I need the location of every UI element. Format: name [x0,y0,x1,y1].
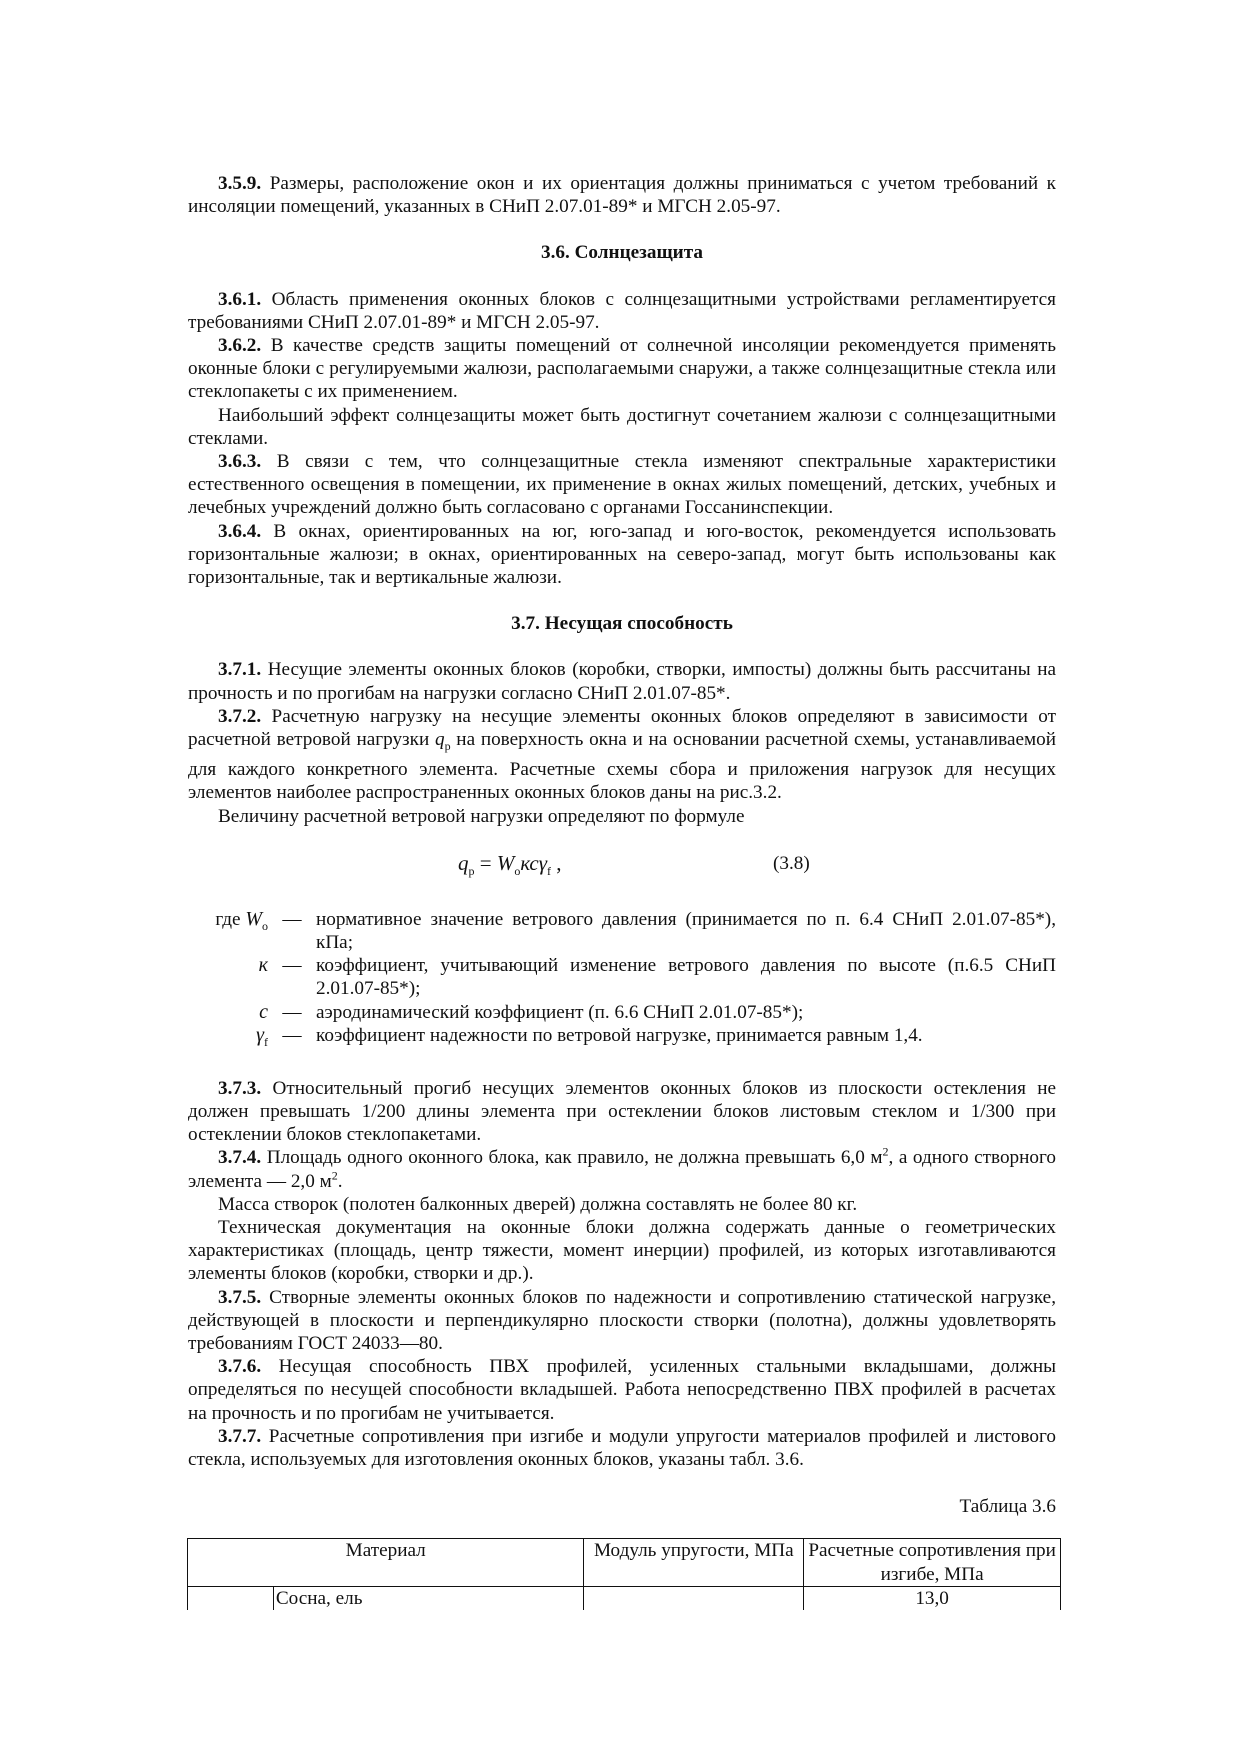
clause-text: Размеры, расположение окон и их ориентация должны приниматься с учетом требований к инсоляции помещений, указанных в СНиП 2.07.01-89* и МГСН 2.05-97. [188,173,1056,218]
definition-text: нормативное значение ветрового давления (принимается по п. 6.4 СНиП 2.01.07-85*), кПа; [316,908,1056,953]
header-material: Материал [188,1539,584,1586]
definition-dash: — [282,1024,302,1046]
header-modulus: Модуль упругости, МПа [584,1539,804,1586]
paragraph-3-7-2-formula-intro: Величину расчетной ветровой нагрузки определяют по формуле [218,805,745,827]
definition-symbol [188,954,268,977]
formula-tail: , [550,850,562,875]
symbol-w: W [245,907,262,930]
formula-lhs-subscript: р [468,863,475,878]
formula-3-8 [188,852,1056,888]
clause-number: 3.7.1. [218,659,262,681]
paragraph-3-7-5 [188,1286,1056,1356]
materials-table [187,1538,1061,1610]
paragraph-3-7-3 [188,1077,1056,1147]
formula-definitions [188,908,1056,1054]
definition-dash: — [282,1001,302,1023]
superscript: 2 [882,1144,889,1159]
header-resistance: Расчетные сопротивления при изгибе, МПа [804,1539,1061,1586]
definition-symbol [188,1024,268,1054]
symbol-gamma: γ [256,1023,264,1046]
clause-text: В окнах, ориентированных на юг, юго-запад и юго-восток, рекомендуется использовать горизонтальные жалюзи; в окнах, ориентированных на северо-запад, могут быть использованы как горизонтальные, так и вертикальные жалюзи. [188,520,1056,589]
variable-q: q [434,729,445,751]
table-header-row [188,1539,1061,1586]
clause-text: Несущая способность ПВХ профилей, усиленных стальными вкладышами, должны определяться по несущей способности вкладышей. Работа непосредственно ПВХ профилей в расчетах на прочность и по прогибам не учитывается. [188,1356,1056,1424]
paragraph-3-7-2 [188,705,1056,805]
clause-number: 3.7.2. [218,705,262,727]
section-heading-3-7: 3.7. Несущая способность [511,613,733,635]
clause-text: Область применения оконных блоков с солнцезащитными устройствами регламентируется требованиями СНиП 2.07.01-89* и МГСН 2.05-97. [188,288,1056,333]
clause-text-end: . [337,1170,343,1192]
symbol-gamma-subscript: f [264,1034,268,1049]
paragraph-3-7-4-documentation: Техническая документация на оконные блоки должна содержать данные о геометрических характеристиках (площадь, центр тяжести, момент инерции) профилей, из которых изготавливаются элементы блоков (коробки, створки и др.). [188,1216,1056,1285]
clause-number: 3.6.4. [218,520,262,542]
clause-text: Расчетную нагрузку на несущие элементы оконных блоков определяют в зависимости от расчетной ветровой нагрузки [188,705,1056,751]
paragraph-3-6-4 [188,520,1056,590]
clause-number: 3.7.3. [218,1077,262,1099]
paragraph-3-6-3 [188,450,1056,520]
formula-w-subscript: о [514,863,521,878]
formula-lhs: q [458,850,469,875]
cell-modulus [584,1586,804,1610]
symbol-w-subscript: о [262,918,268,933]
cell-resistance: 13,0 [804,1586,1061,1610]
section-heading-3-6: 3.6. Солнцезащита [541,242,703,264]
formula-expression [458,852,561,883]
definition-row [188,954,1056,1000]
definition-text: аэродинамический коэффициент (п. 6.6 СНиП 2.01.07-85*); [316,1001,804,1023]
paragraph-3-7-4-mass: Масса створок (полотен балконных дверей) должна составлять не более 80 кг. [218,1193,858,1215]
cell-material-name: Сосна, ель [273,1586,584,1610]
definition-symbol [188,1001,268,1024]
clause-text: Расчетные сопротивления при изгибе и модули упругости материалов профилей и листового стекла, используемых для изготовления оконных блоков, указаны табл. 3.6. [188,1425,1056,1470]
clause-number: 3.5.9. [218,173,262,194]
where-label: где [215,908,246,930]
definition-text: коэффициент, учитывающий изменение ветрового давления по высоте (п.6.5 СНиП 2.01.07-85*); [316,955,1056,1000]
document-page [188,172,1056,1610]
variable-q-subscript: р [444,738,451,753]
formula-gamma: γ [538,850,547,875]
formula-gamma-subscript: f [546,863,551,878]
clause-number: 3.6.1. [218,288,262,310]
clause-text: Площадь одного оконного блока, как правило, не должна превышать 6,0 м [261,1147,883,1169]
clause-text: В качестве средств защиты помещений от солнечной инсоляции рекомендуется применять оконные блоки с регулируемыми жалюзи, располагаемыми снаружи, а также солнцезащитные стекла или стеклопакеты с их применением. [188,335,1056,403]
clause-number: 3.7.4. [218,1147,262,1169]
formula-number: (3.8) [773,852,810,874]
clause-text-continued: , а одного створного элемента — 2,0 м [188,1147,1056,1192]
clause-number: 3.6.3. [218,451,262,473]
paragraph-3-6-1 [188,288,1056,334]
clause-text: В связи с тем, что солнцезащитные стекла изменяют спектральные характеристики естественного освещения в помещении, их применение в окнах жилых помещений, детских, учебных и лечебных учреждений должно быть согласовано с органами Госсанинспекции. [188,451,1056,519]
clause-number: 3.7.6. [218,1356,262,1378]
clause-number: 3.7.5. [218,1286,262,1308]
definition-row [188,908,1056,954]
definition-symbol [188,908,268,938]
paragraph-3-6-2-continued: Наибольший эффект солнцезащиты может быть достигнут сочетанием жалюзи с солнцезащитными стеклами. [188,404,1056,449]
formula-w: W [496,850,515,875]
paragraph-3-7-7 [188,1425,1056,1471]
table-caption: Таблица 3.6 [959,1496,1056,1518]
paragraph-3-5-9 [188,172,1056,218]
clause-text: Несущие элементы оконных блоков (коробки, створки, импосты) должны быть рассчитаны на прочность и по прогибам на нагрузки согласно СНиП 2.01.07-85*. [188,659,1056,704]
definition-dash: — [282,955,302,977]
definition-dash: — [282,908,302,930]
formula-equals: = [474,850,497,875]
paragraph-3-7-4 [188,1146,1056,1192]
clause-text: Створные элементы оконных блоков по надежности и сопротивлению статической нагрузке, действующей в плоскости и перпендикулярно плоскости створки (полотна), должны удовлетворять требованиям ГОСТ 24033—80. [188,1286,1056,1354]
clause-text: Относительный прогиб несущих элементов оконных блоков из плоскости остекления не должен превышать 1/200 длины элемента при остеклении блоков листовым стеклом и 1/300 при остеклении блоков стеклопакетами. [188,1077,1056,1146]
clause-number: 3.6.2. [218,335,262,357]
superscript: 2 [331,1168,338,1183]
paragraph-3-7-1 [188,658,1056,704]
paragraph-3-7-6 [188,1355,1056,1425]
symbol-c: с [259,1000,268,1023]
symbol-k: к [258,954,268,977]
cell-group [188,1586,274,1610]
clause-number: 3.7.7. [218,1425,262,1447]
definition-row [188,1024,1056,1054]
table-row [188,1586,1061,1610]
formula-kc: кс [520,850,539,875]
definition-text: коэффициент надежности по ветровой нагрузке, принимается равным 1,4. [316,1024,923,1046]
definition-row [188,1001,1056,1024]
clause-text-continued: на поверхность окна и на основании расчетной схемы, устанавливаемой для каждого конкретного элемента. Расчетные схемы сбора и приложения нагрузок для несущих элементов наиболее распространенных оконных блоков даны на рис.3.2. [188,729,1057,804]
paragraph-3-6-2 [188,334,1056,404]
